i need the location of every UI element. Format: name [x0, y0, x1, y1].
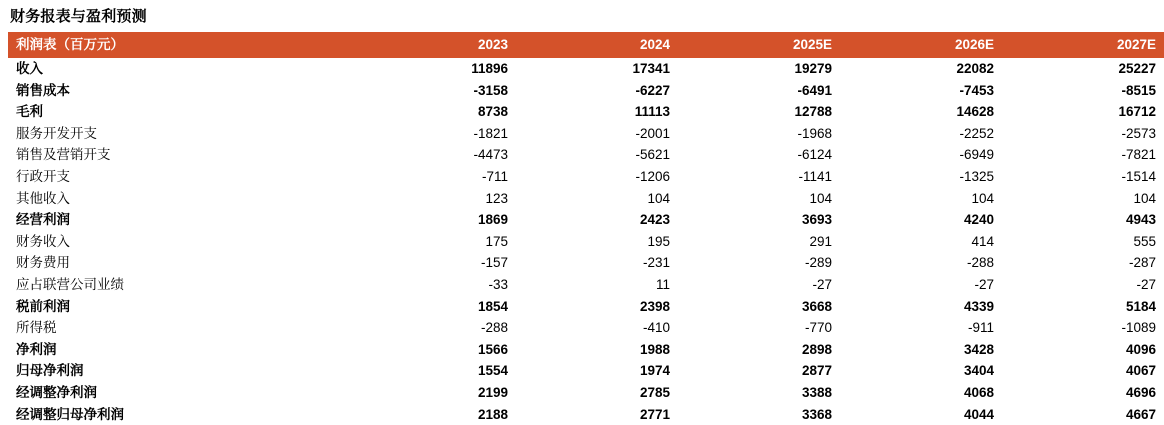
row-value: -6124 [678, 144, 840, 166]
row-label: 收入 [8, 58, 354, 80]
row-value: 4667 [1002, 404, 1164, 425]
row-value: 2771 [516, 404, 678, 425]
row-value: 3693 [678, 209, 840, 231]
row-value: 2423 [516, 209, 678, 231]
row-value: 104 [840, 188, 1002, 210]
row-value: 3428 [840, 339, 1002, 361]
row-value: 4696 [1002, 382, 1164, 404]
row-value: -1141 [678, 166, 840, 188]
row-value: 123 [354, 188, 516, 210]
table-row [8, 58, 1164, 80]
row-label: 行政开支 [8, 166, 354, 188]
column-header-2025e: 2025E [678, 32, 840, 58]
row-label: 税前利润 [8, 296, 354, 318]
row-label: 销售及营销开支 [8, 144, 354, 166]
table-row [8, 166, 1164, 188]
row-value: -2573 [1002, 123, 1164, 145]
row-value: -911 [840, 317, 1002, 339]
row-value: -231 [516, 252, 678, 274]
row-value: -8515 [1002, 80, 1164, 102]
row-value: -6491 [678, 80, 840, 102]
row-value: 1974 [516, 360, 678, 382]
row-label: 其他收入 [8, 188, 354, 210]
row-label: 财务收入 [8, 231, 354, 253]
row-value: 1854 [354, 296, 516, 318]
table-row [8, 80, 1164, 102]
table-row [8, 274, 1164, 296]
row-value: 104 [516, 188, 678, 210]
page-title: 财务报表与盈利预测 [10, 8, 1072, 26]
row-label: 应占联营公司业绩 [8, 274, 354, 296]
table-row [8, 382, 1164, 404]
row-value: 4067 [1002, 360, 1164, 382]
table-row [8, 144, 1164, 166]
row-value: -1968 [678, 123, 840, 145]
row-value: 16712 [1002, 101, 1164, 123]
row-value: -27 [1002, 274, 1164, 296]
row-value: 11 [516, 274, 678, 296]
row-label: 财务费用 [8, 252, 354, 274]
table-row [8, 231, 1164, 253]
row-value: -288 [354, 317, 516, 339]
row-value: -4473 [354, 144, 516, 166]
row-value: -2001 [516, 123, 678, 145]
row-value: 414 [840, 231, 1002, 253]
row-value: 1554 [354, 360, 516, 382]
table-row [8, 101, 1164, 123]
table-row [8, 296, 1164, 318]
row-value: -157 [354, 252, 516, 274]
row-value: 104 [1002, 188, 1164, 210]
row-value: 11896 [354, 58, 516, 80]
row-value: 3404 [840, 360, 1002, 382]
row-value: 4943 [1002, 209, 1164, 231]
row-value: 555 [1002, 231, 1164, 253]
table-row [8, 123, 1164, 145]
row-label: 经调整归母净利润 [8, 404, 354, 425]
row-value: 8738 [354, 101, 516, 123]
row-value: -5621 [516, 144, 678, 166]
row-value: 4068 [840, 382, 1002, 404]
table-row [8, 252, 1164, 274]
row-value: 22082 [840, 58, 1002, 80]
row-value: 1869 [354, 209, 516, 231]
table-header-row [8, 32, 1164, 58]
row-value: -1089 [1002, 317, 1164, 339]
row-value: 291 [678, 231, 840, 253]
row-value: -27 [678, 274, 840, 296]
row-label: 服务开发开支 [8, 123, 354, 145]
row-value: 4240 [840, 209, 1002, 231]
row-value: 2898 [678, 339, 840, 361]
table-row [8, 404, 1164, 425]
row-value: 2188 [354, 404, 516, 425]
table-row [8, 339, 1164, 361]
row-value: 195 [516, 231, 678, 253]
row-label: 所得税 [8, 317, 354, 339]
row-value: -33 [354, 274, 516, 296]
row-label: 经营利润 [8, 209, 354, 231]
row-value: 2877 [678, 360, 840, 382]
row-value: -1514 [1002, 166, 1164, 188]
row-value: -770 [678, 317, 840, 339]
row-value: 2199 [354, 382, 516, 404]
column-header-2023: 2023 [354, 32, 516, 58]
row-value: 1566 [354, 339, 516, 361]
row-value: 104 [678, 188, 840, 210]
row-value: -711 [354, 166, 516, 188]
table-row [8, 360, 1164, 382]
row-value: 2398 [516, 296, 678, 318]
row-value: 4339 [840, 296, 1002, 318]
row-value: 5184 [1002, 296, 1164, 318]
income-statement-table [8, 32, 1164, 425]
column-header-2024: 2024 [516, 32, 678, 58]
row-label: 销售成本 [8, 80, 354, 102]
row-value: -289 [678, 252, 840, 274]
row-value: -7821 [1002, 144, 1164, 166]
row-value: 175 [354, 231, 516, 253]
row-value: -27 [840, 274, 1002, 296]
row-value: -2252 [840, 123, 1002, 145]
row-label: 经调整净利润 [8, 382, 354, 404]
row-value: 12788 [678, 101, 840, 123]
row-value: -6227 [516, 80, 678, 102]
row-value: 11113 [516, 101, 678, 123]
row-value: -7453 [840, 80, 1002, 102]
row-value: -1325 [840, 166, 1002, 188]
table-body [8, 58, 1164, 425]
row-value: 17341 [516, 58, 678, 80]
row-label: 净利润 [8, 339, 354, 361]
row-value: -6949 [840, 144, 1002, 166]
row-value: 4044 [840, 404, 1002, 425]
row-value: -410 [516, 317, 678, 339]
row-value: -287 [1002, 252, 1164, 274]
row-label: 归母净利润 [8, 360, 354, 382]
row-value: 2785 [516, 382, 678, 404]
row-value: 3388 [678, 382, 840, 404]
row-value: 3368 [678, 404, 840, 425]
row-value: 19279 [678, 58, 840, 80]
table-row [8, 317, 1164, 339]
column-header-2027e: 2027E [1002, 32, 1164, 58]
table-row [8, 188, 1164, 210]
row-value: 4096 [1002, 339, 1164, 361]
row-value: -1821 [354, 123, 516, 145]
row-value: 3668 [678, 296, 840, 318]
row-value: 25227 [1002, 58, 1164, 80]
row-label: 毛利 [8, 101, 354, 123]
row-value: 14628 [840, 101, 1002, 123]
row-value: -3158 [354, 80, 516, 102]
row-value: 1988 [516, 339, 678, 361]
table-row [8, 209, 1164, 231]
row-value: -288 [840, 252, 1002, 274]
column-header-2026e: 2026E [840, 32, 1002, 58]
column-header-label: 利润表（百万元） [8, 32, 354, 58]
row-value: -1206 [516, 166, 678, 188]
table-header [8, 32, 1164, 58]
